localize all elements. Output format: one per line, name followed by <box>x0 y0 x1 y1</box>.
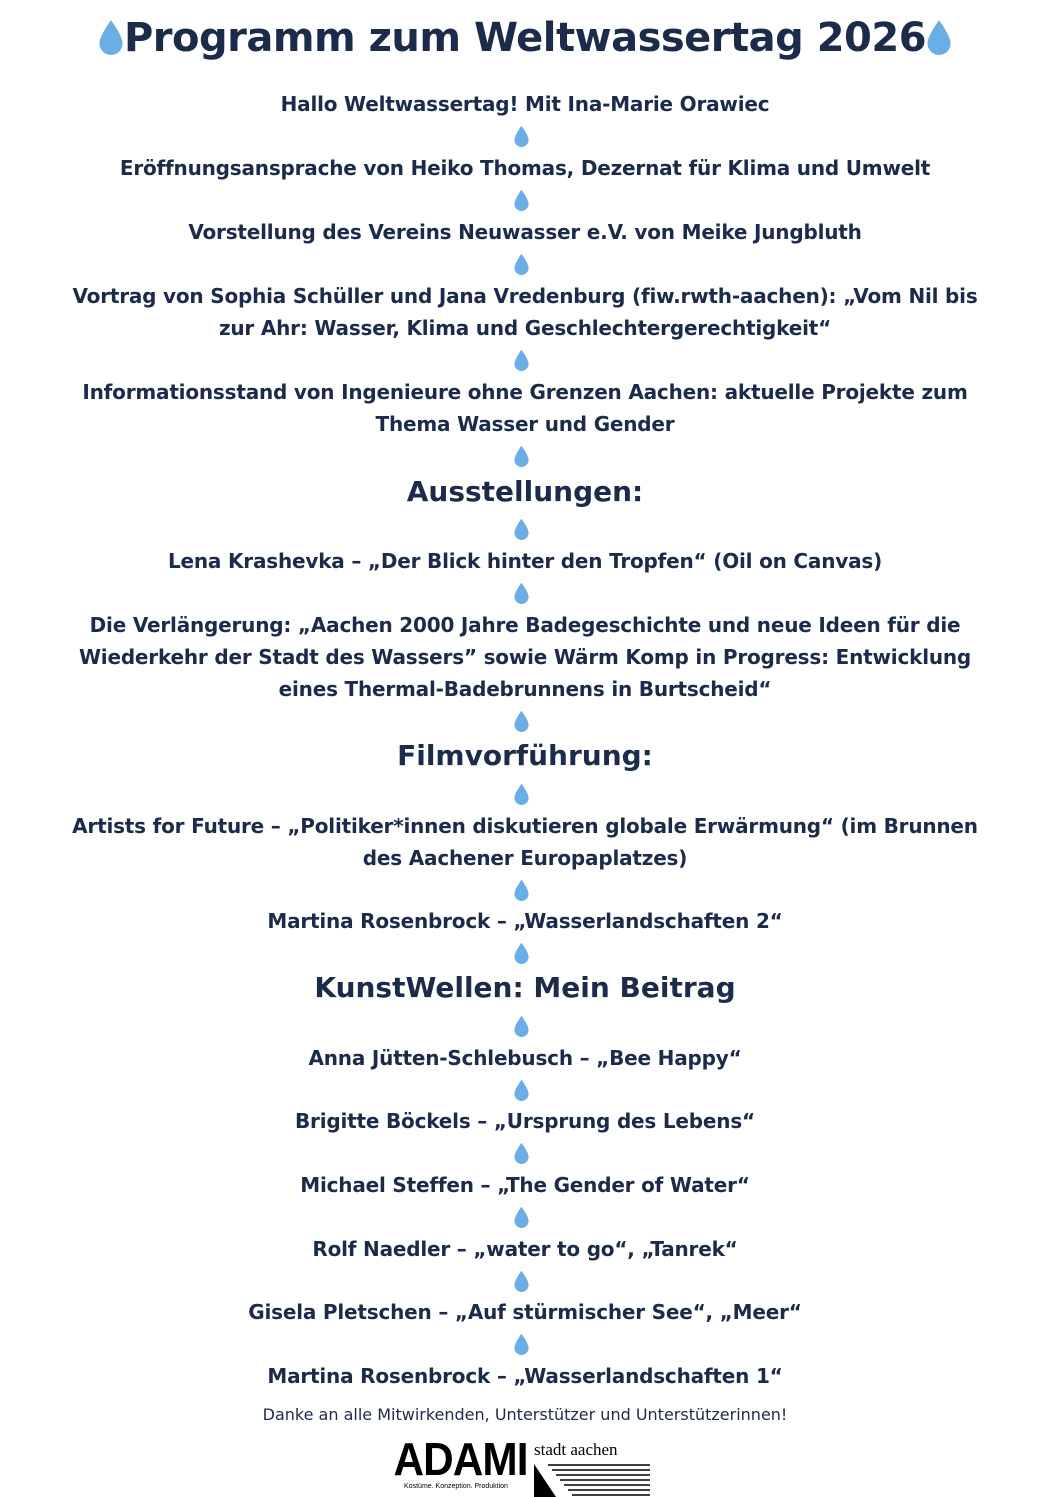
water-drop-separator-icon <box>513 879 530 901</box>
section-heading-kunstwellen: KunstWellen: Mein Beitrag <box>314 971 736 1004</box>
program-item <box>0 88 1050 120</box>
program-item-line: Martina Rosenbrock – „Wasserlandschaften 1“ <box>267 1364 783 1388</box>
page-title <box>0 12 1050 64</box>
program-item-line: Die Verlängerung: „Aachen 2000 Jahre Badegeschichte und neue Ideen für die <box>89 613 961 637</box>
stadt-aachen-emblem-icon <box>534 1462 652 1497</box>
program-item-line: Informationsstand von Ingenieure ohne Grenzen Aachen: aktuelle Projekte zum <box>82 380 968 404</box>
section-heading-film: Filmvorführung: <box>397 739 653 772</box>
program-item-line: Wiederkehr der Stadt des Wassers” sowie Wärm Komp in Progress: Entwicklung <box>78 645 972 669</box>
program-item <box>0 1296 1050 1328</box>
program-item <box>0 905 1050 937</box>
program-item <box>0 216 1050 248</box>
water-drop-separator-icon <box>513 783 530 805</box>
water-drop-separator-icon <box>513 1333 530 1355</box>
program-item <box>0 1360 1050 1392</box>
adami-logo-tagline: Kostüme. Konzeption. Produktion <box>404 1483 508 1490</box>
program-item-line: des Aachener Europaplatzes) <box>362 846 688 870</box>
stadt-aachen-wordmark: stadt aachen <box>534 1440 618 1459</box>
program-item-line: Brigitte Böckels – „Ursprung des Lebens“ <box>295 1109 755 1133</box>
water-drop-separator-icon <box>513 349 530 371</box>
water-drop-separator-icon <box>513 942 530 964</box>
program-item-line: Lena Krashevka – „Der Blick hinter den Tropfen“ (Oil on Canvas) <box>167 549 883 573</box>
program-item <box>0 152 1050 184</box>
program-item <box>0 1042 1050 1074</box>
program-item-line: zur Ahr: Wasser, Klima und Geschlechtergerechtigkeit“ <box>218 316 832 340</box>
program-item-line: Michael Steffen – „The Gender of Water“ <box>300 1173 750 1197</box>
program-item-line: Vortrag von Sophia Schüller und Jana Vredenburg (fiw.rwth-aachen): „Vom Nil bis <box>72 284 978 308</box>
water-drop-icon <box>926 19 952 55</box>
program-item <box>0 280 1050 344</box>
program-item-line: eines Thermal-Badebrunnens in Burtscheid“ <box>278 677 772 701</box>
program-item-line: Gisela Pletschen – „Auf stürmischer See“, „Meer“ <box>248 1300 802 1324</box>
water-drop-separator-icon <box>513 125 530 147</box>
stadt-aachen-logo <box>534 1440 652 1497</box>
program-item-line: Martina Rosenbrock – „Wasserlandschaften 2“ <box>267 909 783 933</box>
water-drop-separator-icon <box>513 445 530 467</box>
water-drop-separator-icon <box>513 1206 530 1228</box>
program-item-line: Eröffnungsansprache von Heiko Thomas, Dezernat für Klima und Umwelt <box>119 156 931 180</box>
adami-logo <box>388 1433 528 1496</box>
thanks-note: Danke an alle Mitwirkenden, Unterstützer und Unterstützerinnen! <box>262 1405 788 1424</box>
water-drop-icon <box>98 19 124 55</box>
program-item-line: Artists for Future – „Politiker*innen diskutieren globale Erwärmung“ (im Brunnen <box>72 814 978 838</box>
water-drop-separator-icon <box>513 1079 530 1101</box>
water-drop-separator-icon <box>513 582 530 604</box>
water-drop-separator-icon <box>513 1142 530 1164</box>
water-drop-separator-icon <box>513 710 530 732</box>
program-item <box>0 1169 1050 1201</box>
page-title-text: Programm zum Weltwassertag 2026 <box>123 15 927 61</box>
program-item <box>0 810 1050 874</box>
program-item <box>0 1105 1050 1137</box>
water-drop-separator-icon <box>513 1270 530 1292</box>
water-drop-separator-icon <box>513 189 530 211</box>
program-item <box>0 1233 1050 1265</box>
program-item <box>0 376 1050 440</box>
program-item-line: Thema Wasser und Gender <box>375 412 675 436</box>
program-item-line: Anna Jütten-Schlebusch – „Bee Happy“ <box>308 1046 742 1070</box>
water-drop-separator-icon <box>513 518 530 540</box>
water-drop-separator-icon <box>513 253 530 275</box>
water-drop-separator-icon <box>513 1015 530 1037</box>
adami-logo-wordmark: ADAMI <box>393 1433 528 1485</box>
program-item-line: Rolf Naedler – „water to go“, „Tanrek“ <box>312 1237 738 1261</box>
program-item <box>0 609 1050 705</box>
program-item-line: Vorstellung des Vereins Neuwasser e.V. von Meike Jungbluth <box>188 220 862 244</box>
program-item-line: Hallo Weltwassertag! Mit Ina-Marie Orawiec <box>280 92 770 116</box>
section-heading-exhibitions: Ausstellungen: <box>406 475 644 508</box>
program-item <box>0 545 1050 577</box>
